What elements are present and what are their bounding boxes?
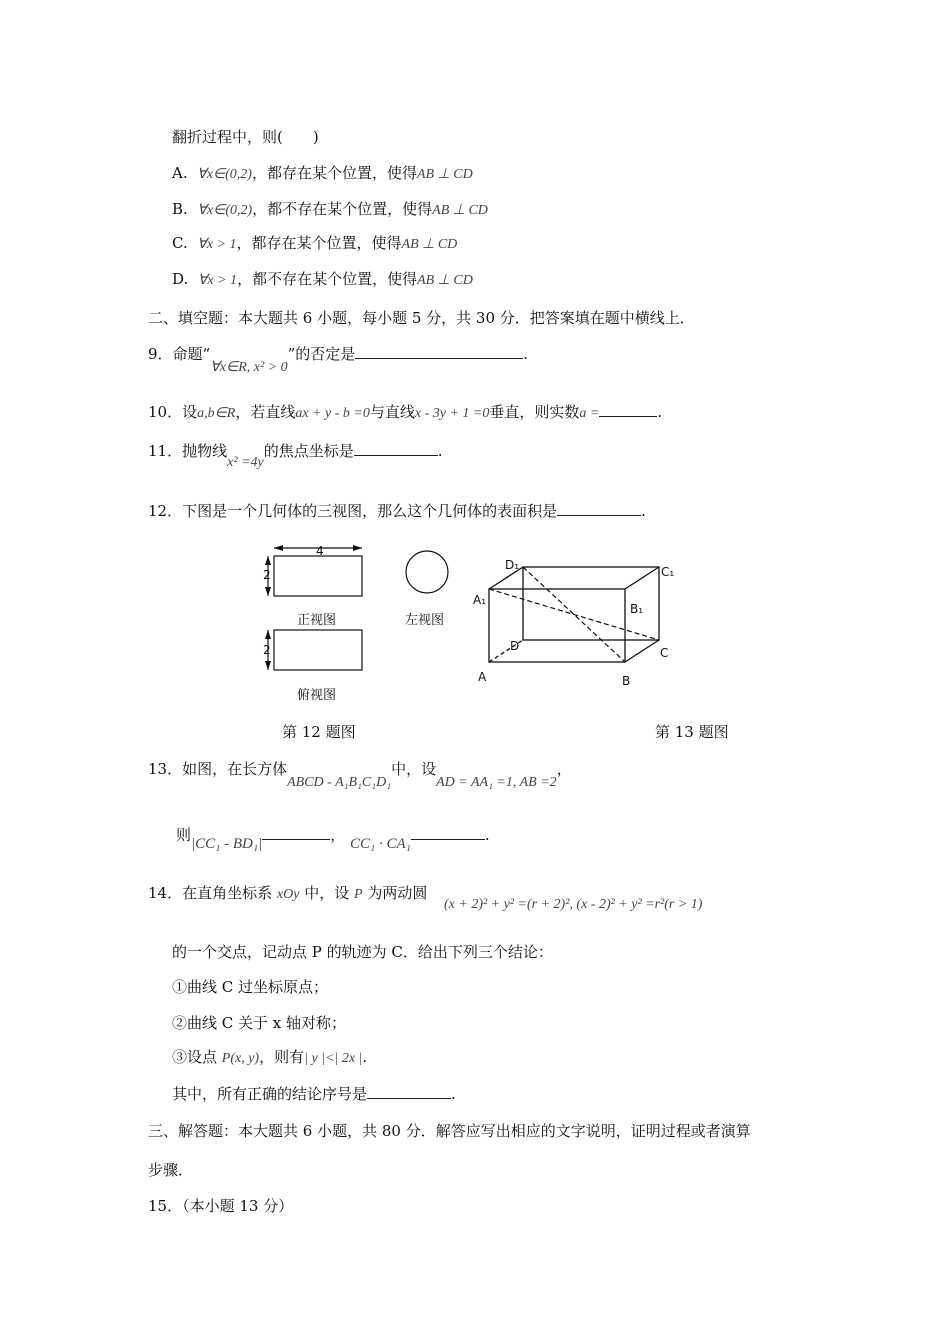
section-3-heading-cont: 步骤． (148, 1161, 194, 1179)
question-14-line-2: 的一个交点，记动点 P 的轨迹为 C．给出下列三个结论： (172, 943, 553, 961)
conclusion-1: ①曲线 C 过坐标原点； (172, 978, 329, 996)
section-3-heading: 三、解答题：本大题共 6 小题，共 80 分．解答应写出相应的文字说明，证明过程或者演算 (148, 1122, 751, 1140)
q8-option-a: A. ∀x∈(0,2)，都存在某个位置，使得AB ⊥ CD (172, 164, 473, 182)
question-9: 9．命题“∀x∈R, x² > 0”的否定是 . (148, 345, 529, 375)
conclusion-2: ②曲线 C 关于 x 轴对称； (172, 1014, 347, 1032)
top-view-rect (274, 630, 362, 670)
top-view-label: 俯视图 (297, 688, 337, 703)
dim-arrow-up (265, 556, 271, 565)
answer-blank-14[interactable] (367, 1084, 451, 1099)
dim-arrow-right (353, 545, 362, 551)
q8-option-c: C. ∀x > 1，都存在某个位置，使得AB ⊥ CD (172, 234, 458, 252)
caption-figure-13: 第 13 题图 (655, 723, 729, 741)
dim-arrow-left (274, 545, 283, 551)
question-10: 10．设a,b∈R，若直线ax + y - b =0与直线x - 3y + 1 =0垂直，则实数a = . (148, 403, 663, 421)
q8-stem: 翻折过程中，则( ) (172, 128, 319, 146)
vertex-label-C1: C₁ (661, 565, 675, 579)
dim-arrow-down (265, 587, 271, 596)
dim-arrow-down-2 (265, 661, 271, 670)
conclusion-3: ③设点 P(x, y)，则有| y |<| 2x |. (172, 1048, 368, 1066)
question-12: 12．下图是一个几何体的三视图，那么这个几何体的表面积是 . (148, 502, 646, 520)
q8-option-b: B. ∀x∈(0,2)，都不存在某个位置，使得AB ⊥ CD (172, 200, 488, 218)
question-11: 11．抛物线x² =4y的焦点坐标是 . (148, 442, 443, 470)
answer-blank-13b[interactable] (411, 825, 485, 840)
caption-figure-12: 第 12 题图 (282, 723, 356, 741)
left-view-circle (406, 551, 448, 593)
section-2-heading: 二、填空题：本大题共 6 小题，每小题 5 分，共 30 分．把答案填在题中横线上． (148, 309, 695, 327)
answer-blank-13a[interactable] (262, 825, 330, 840)
dim-label-4: 4 (316, 544, 324, 558)
dim-arrow-up-2 (265, 630, 271, 639)
question-14-last: 其中，所有正确的结论序号是 . (172, 1085, 456, 1103)
dim-label-2-front: 2 (263, 568, 271, 582)
vertex-label-D1: D₁ (505, 558, 520, 572)
question-14: 14．在直角坐标系 xOy 中，设 P 为两动圆 (148, 884, 428, 902)
vertex-label-C: C (660, 646, 669, 660)
question-13: 13．如图，在长方体ABCD - A₁B₁C₁D₁中，设AD = AA₁ =1, AB =2， (148, 760, 572, 790)
vertex-label-A: A (478, 670, 487, 684)
vertex-label-B: B (622, 674, 631, 688)
question-13-line-2: 则|CC₁ - BD₁| ， CC₁ · CA₁ . (176, 826, 490, 852)
dim-label-2-top: 2 (263, 643, 271, 657)
q8-option-d: D. ∀x > 1，都不存在某个位置，使得AB ⊥ CD (172, 270, 473, 288)
vertex-label-D: D (510, 639, 520, 653)
question-15: 15．（本小题 13 分） (148, 1197, 294, 1215)
front-view-label: 正视图 (297, 613, 337, 628)
front-view-rect (274, 556, 362, 596)
vertex-label-B1: B₁ (630, 602, 644, 616)
left-view-label: 左视图 (405, 613, 445, 628)
vertex-label-A1: A₁ (473, 593, 487, 607)
question-14-equation: (x + 2)² + y² =(r + 2)², (x - 2)² + y² =r²(r > 1) (444, 897, 703, 912)
